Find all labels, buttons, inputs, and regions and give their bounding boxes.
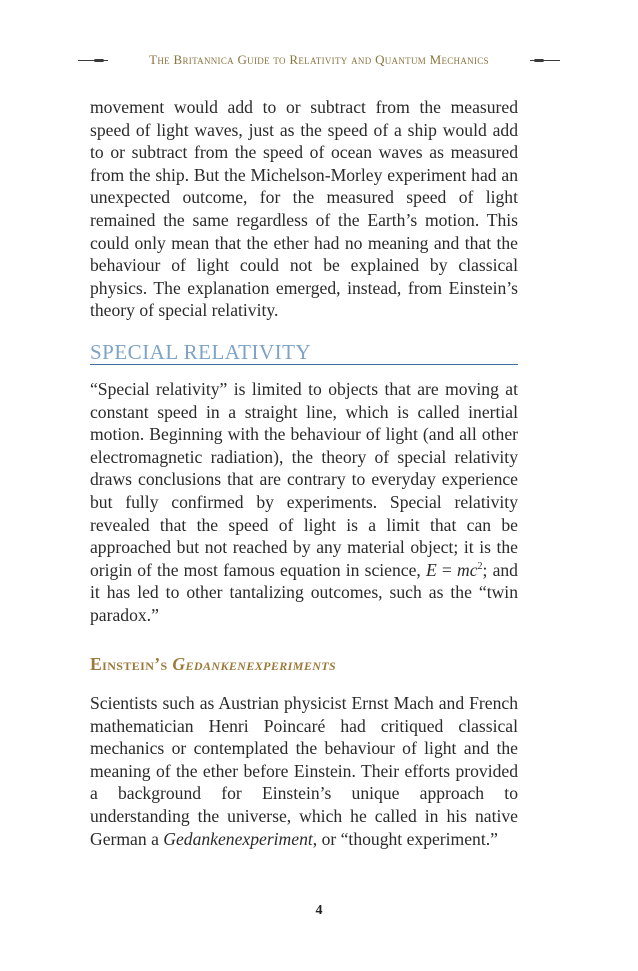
equation-rhs: mc: [457, 559, 478, 580]
header-rule-right: [530, 60, 560, 61]
subsection-heading-italic: Gedankenexperiments: [172, 654, 337, 674]
section-heading: SPECIAL RELATIVITY: [90, 340, 518, 365]
paragraph-text: “Special relativity” is limited to objects that are moving at constant speed in a straight line, which is called inertial motion. Beginning with the behaviour of light (and all other electromagnetic radiation), the theory of special relativity draws conclusions that are contrary to everyday experience but fully confirmed by experiments. Special relativity revealed that the speed of light is a limit that can be approached but not reached by any material object; it is the origin of the most famous equation in science,: [90, 379, 518, 580]
equation: [426, 560, 483, 580]
subsection-heading-prefix: Einstein’s: [90, 654, 173, 674]
equation-exponent: 2: [477, 560, 483, 572]
running-header: [78, 50, 560, 72]
italic-term: Gedankenexperiment: [163, 828, 313, 849]
paragraph-text: Scientists such as Austrian physicist Ernst Mach and French mathematician Henri Poincaré had critiqued classical mechanics or contemplated the behaviour of light and the meaning of the ether before Einstein. Their efforts provided a background for Einstein’s unique approach to understanding the universe, which he called in his native German a: [90, 693, 518, 849]
paragraph-gedankenexperiments: [90, 692, 518, 850]
running-title: The Britannica Guide to Relativity and Quantum Mechanics: [149, 52, 489, 67]
paragraph-special-relativity: [90, 378, 518, 627]
header-rule-left: [78, 60, 108, 61]
paragraph-intro: movement would add to or subtract from the measured speed of light waves, just as the speed of a ship would add to or subtract from the speed of ocean waves as measured from the ship. But the Michelson-Morley experiment had an unexpected outcome, for the measured speed of light remained the same regardless of the Earth’s motion. This could only mean that the ether had no meaning and that the behaviour of light could not be explained by classical physics. The explanation emerged, instead, from Einstein’s theory of special relativity.: [90, 97, 518, 321]
subsection-heading: [90, 654, 518, 675]
paragraph-text-end: , or “thought experiment.”: [312, 828, 498, 849]
page-number: 4: [315, 903, 323, 918]
equation-lhs: E: [425, 559, 437, 580]
equation-operator: =: [436, 559, 457, 580]
paragraph-text-end: ; and it has led to other tantalizing outcomes, such as the “twin paradox.”: [90, 559, 518, 625]
